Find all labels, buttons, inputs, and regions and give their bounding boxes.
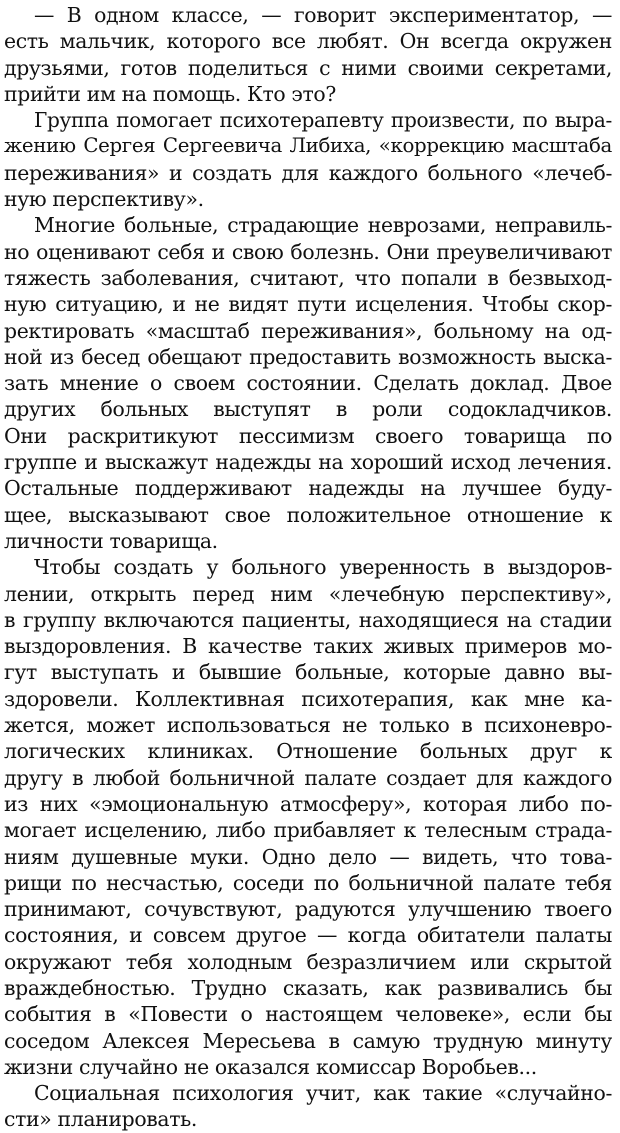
text-line: других больных выступят в роли содокладчиков. <box>4 397 612 422</box>
text-line: Многие больные, страдающие неврозами, неправиль- <box>34 213 612 238</box>
text-line: выздоровления. В качестве таких живых примеров мо- <box>4 634 612 659</box>
text-line: здоровели. Коллективная психотерапия, как мне ка- <box>4 686 612 711</box>
text-line: ниям душевные муки. Одно дело — видеть, что това- <box>4 844 612 869</box>
paragraph-4 <box>4 554 612 1080</box>
text-line: переживания» и создать для каждого больного «лечеб- <box>4 160 612 185</box>
text-line: ректировать «масштаб переживания», больному на од- <box>4 318 612 343</box>
text-line: из них «эмоциональную атмосферу», которая либо по- <box>4 791 612 816</box>
text-line: события в «Повести о настоящем человеке», если бы <box>4 1002 612 1027</box>
text-line: щее, высказывают свое положительное отношение к <box>4 502 612 527</box>
text-line: есть мальчик, которого все любят. Он всегда окружен <box>4 29 612 54</box>
text-line: в группу включаются пациенты, находящиеся на стадии <box>4 607 612 632</box>
text-line: жению Сергея Сергеевича Либиха, «коррекцию масштаба <box>4 134 612 158</box>
text-line: Чтобы создать у больного уверенность в выздоров- <box>34 555 612 580</box>
text-line: тяжесть заболевания, считают, что попали в безвыход- <box>4 265 612 290</box>
text-line: Социальная психология учит, как такие «случайно- <box>34 1081 612 1106</box>
text-line: Группа помогает психотерапевту произвести, по выра- <box>34 108 612 133</box>
text-line: жется, может использоваться не только в психоневро- <box>4 713 612 738</box>
text-line: личности товарища. <box>4 528 218 553</box>
text-line: враждебностью. Трудно сказать, как развивались бы <box>4 975 612 1000</box>
text-line: ную перспективу». <box>4 187 204 212</box>
text-line: Они раскритикуют пессимизм своего товарища по <box>4 423 612 448</box>
text-line: лении, открыть перед ним «лечебную перспективу», <box>4 581 612 606</box>
paragraph-3 <box>4 212 612 554</box>
text-line: состояния, и совсем другое — когда обитатели палаты <box>4 923 612 948</box>
text-line: ной из бесед обещают предоставить возможность выска- <box>4 344 612 369</box>
text-line: логических клиниках. Отношение больных друг к <box>4 739 612 764</box>
paragraph-2 <box>4 107 612 212</box>
text-line: окружают тебя холодным безразличием или скрытой <box>4 949 612 974</box>
text-line: сти» планировать. <box>4 1107 198 1132</box>
text-line: но оценивают себя и свою болезнь. Они преувеличивают <box>4 239 612 264</box>
text-line: рищи по несчастью, соседи по больничной палате тебя <box>4 870 612 895</box>
text-line: соседом Алексея Мересьева в самую трудную минуту <box>4 1028 612 1053</box>
text-line: ную ситуацию, и не видят пути исцеления. Чтобы скор- <box>4 292 612 317</box>
text-line: жизни случайно не оказался комиссар Воробьев... <box>4 1054 537 1079</box>
paragraph-1 <box>4 2 612 107</box>
text-line: гут выступать и бывшие больные, которые давно вы- <box>4 660 612 685</box>
text-line: — В одном классе, — говорит экспериментатор, — <box>34 3 612 27</box>
paragraph-5 <box>4 1080 612 1133</box>
text-line: Остальные поддерживают надежды на лучшее буду- <box>4 476 612 501</box>
text-line: принимают, сочувствуют, радуются улучшению твоего <box>4 897 612 922</box>
text-line: могает исцелению, либо прибавляет к телесным страда- <box>4 818 612 843</box>
text-line: группе и выскажут надежды на хороший исход лечения. <box>4 450 612 475</box>
text-line: другу в любой больничной палате создает для каждого <box>4 765 612 790</box>
text-line: зать мнение о своем состоянии. Сделать доклад. Двое <box>4 371 612 396</box>
text-line: друзьями, готов поделиться с ними своими секретами, <box>4 55 612 80</box>
text-line: прийти им на помощь. Кто это? <box>4 81 336 106</box>
